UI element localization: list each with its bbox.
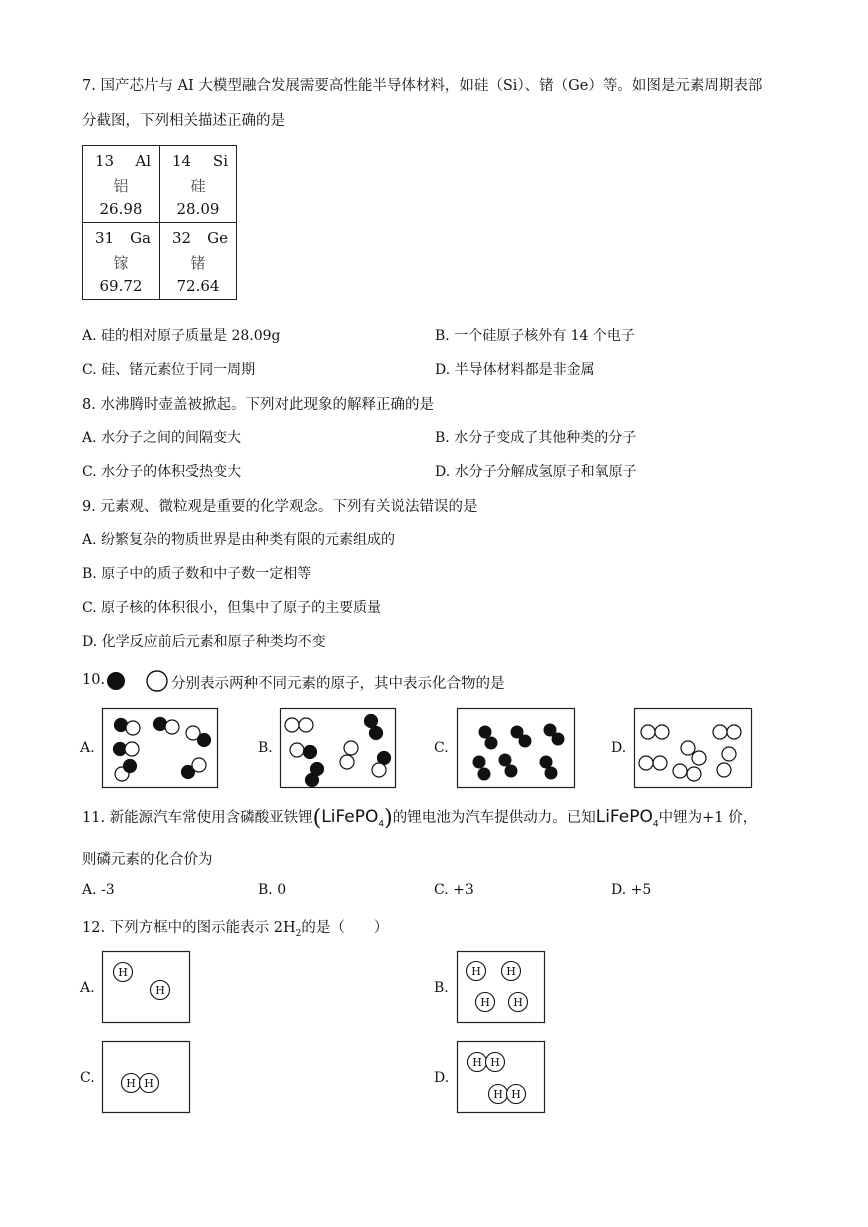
atomic-mass: 69.72 <box>99 277 143 295</box>
q10-stem: 分别表示两种不同元素的原子，其中表示化合物的是 <box>171 676 505 692</box>
atomic-mass: 72.64 <box>176 277 220 295</box>
element-cell-al <box>83 146 160 223</box>
q7-stem-line1: 7. 国产芯片与 AI 大模型融合发展需要高性能半导体材料，如硅（Si）、锗（Ge）等。如图是元素周期表部 <box>82 78 763 94</box>
q7-option-c: C. 硅、锗元素位于同一周期 <box>82 362 256 378</box>
formula-subscript: 4 <box>378 819 385 830</box>
atom-legend <box>104 670 174 694</box>
hydrogen-atom-label: H <box>480 996 490 1009</box>
q11-stem-post: 中锂为+1 价， <box>658 810 758 826</box>
q11-option-d: D. +5 <box>611 882 652 898</box>
formula-subscript: 4 <box>652 819 659 830</box>
q7-stem-line2: 分截图，下列相关描述正确的是 <box>82 113 285 129</box>
q8-option-a: A. 水分子之间的间隔变大 <box>82 430 242 446</box>
paren-close: ) <box>384 806 393 831</box>
q11-stem-pre: 11. 新能源汽车常使用含磷酸亚铁锂 <box>82 810 313 826</box>
q8-option-b: B. 水分子变成了其他种类的分子 <box>435 430 637 446</box>
hydrogen-atom-label: H <box>118 966 128 979</box>
atomic-number: 32 <box>172 229 192 247</box>
q12-box-a <box>102 951 190 1023</box>
q10-box-b <box>280 708 396 788</box>
q12-label-b: B. <box>434 980 449 996</box>
element-symbol: Ga <box>130 229 151 247</box>
q9-option-b: B. 原子中的质子数和中子数一定相等 <box>82 566 312 582</box>
periodic-table-excerpt <box>82 145 237 300</box>
element-cell-si <box>160 146 237 223</box>
q12-stem <box>82 916 388 939</box>
element-name: 锗 <box>190 254 206 272</box>
hydrogen-atom-label: H <box>513 996 523 1009</box>
element-cell-ge <box>160 223 237 300</box>
q10-label-d: D. <box>611 740 627 756</box>
q9-option-c: C. 原子核的体积很小，但集中了原子的主要质量 <box>82 600 382 616</box>
hydrogen-atom-label: H <box>155 984 165 997</box>
q8-option-c: C. 水分子的体积受热变大 <box>82 464 242 480</box>
q10-label-b: B. <box>258 740 273 756</box>
formula-text: LiFePO <box>321 807 379 827</box>
q10-box-c <box>457 708 575 788</box>
hydrogen-atom-label: H <box>511 1088 521 1101</box>
q9-option-a: A. 纷繁复杂的物质世界是由种类有限的元素组成的 <box>82 532 396 548</box>
q9-option-d: D. 化学反应前后元素和原子种类均不变 <box>82 634 326 650</box>
atomic-mass: 28.09 <box>176 200 220 218</box>
q11-stem-line1 <box>82 806 757 831</box>
q8-stem: 8. 水沸腾时壶盖被掀起。下列对此现象的解释正确的是 <box>82 397 434 413</box>
hydrogen-atom-label: H <box>490 1056 500 1069</box>
q12-box-d <box>457 1041 545 1113</box>
q7-option-d: D. 半导体材料都是非金属 <box>435 362 595 378</box>
hydrogen-atom-label: H <box>493 1088 503 1101</box>
q10-box-d <box>634 708 752 788</box>
q10-label-c: C. <box>434 740 449 756</box>
element-name: 镓 <box>113 254 129 272</box>
q12-box-c <box>102 1041 190 1113</box>
q12-label-a: A. <box>80 980 95 996</box>
formula-lifepo4 <box>595 807 659 830</box>
element-symbol: Ge <box>207 229 228 247</box>
white-atom-icon <box>147 671 167 691</box>
q11-stem-mid: 的锂电池为汽车提供动力。已知 <box>392 810 596 826</box>
q12-label-d: D. <box>434 1070 450 1086</box>
hydrogen-atom-label: H <box>506 965 516 978</box>
q7-option-a: A. 硅的相对原子质量是 28.09g <box>82 328 281 344</box>
hydrogen-atom-label: H <box>126 1077 136 1090</box>
q11-stem-line2: 则磷元素的化合价为 <box>82 852 213 868</box>
element-name: 硅 <box>190 177 206 195</box>
paren-open: ( <box>312 806 322 831</box>
q12-label-c: C. <box>80 1070 95 1086</box>
q11-option-b: B. 0 <box>258 882 287 898</box>
element-name: 铝 <box>113 177 129 195</box>
element-symbol: Si <box>212 152 228 170</box>
black-atom-icon <box>107 672 125 690</box>
hydrogen-atom-label: H <box>471 965 481 978</box>
formula-lifepo4 <box>321 807 385 830</box>
q9-stem: 9. 元素观、微粒观是重要的化学观念。下列有关说法错误的是 <box>82 499 478 515</box>
q12-stem-pre: 12. 下列方框中的图示能表示 2H <box>82 920 296 936</box>
q10-label-a: A. <box>80 740 95 756</box>
element-symbol: Al <box>135 152 151 170</box>
q12-box-b <box>457 951 545 1023</box>
q12-stem-subscript: 2 <box>295 928 302 939</box>
q8-option-d: D. 水分子分解成氢原子和氧原子 <box>435 464 637 480</box>
q12-stem-post: 的是（ ） <box>301 920 389 936</box>
q11-option-c: C. +3 <box>434 882 474 898</box>
element-cell-ga <box>83 223 160 300</box>
formula-text: LiFePO <box>595 807 653 827</box>
hydrogen-atom-label: H <box>144 1077 154 1090</box>
atomic-number: 31 <box>95 229 115 247</box>
atomic-number: 14 <box>172 152 192 170</box>
atomic-mass: 26.98 <box>99 200 143 218</box>
q10-box-a <box>102 708 218 788</box>
q11-option-a: A. -3 <box>82 882 115 898</box>
q7-option-b: B. 一个硅原子核外有 14 个电子 <box>435 328 635 344</box>
q10-number: 10. <box>82 672 106 688</box>
hydrogen-atom-label: H <box>472 1056 482 1069</box>
atomic-number: 13 <box>95 152 115 170</box>
